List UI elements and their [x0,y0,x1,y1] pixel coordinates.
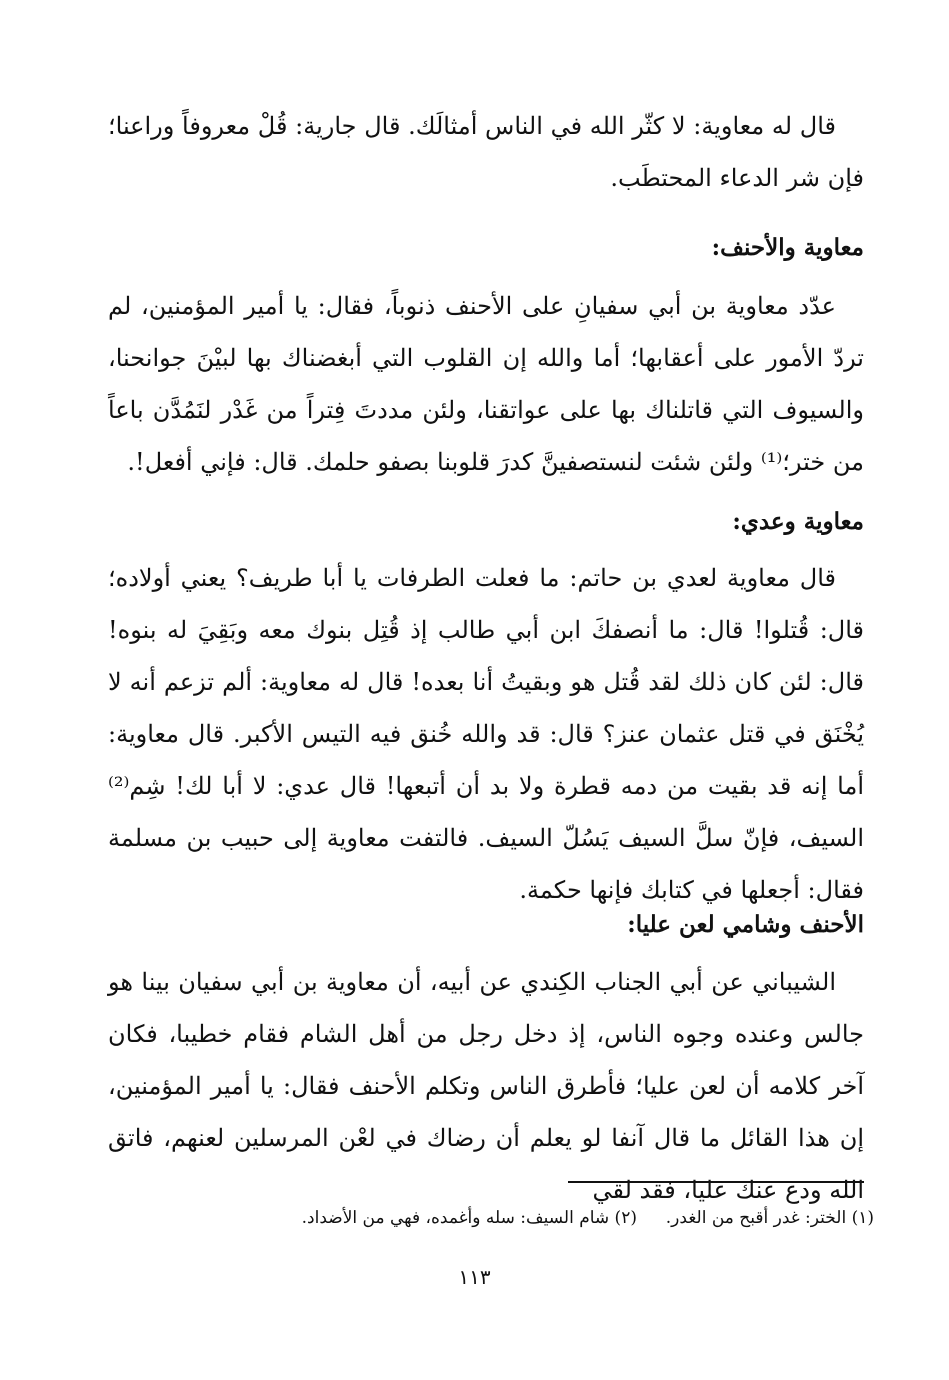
footnote-2: (٢) شام السيف: سله وأغمده، فهي من الأضداد. [301,1208,637,1228]
section-heading-muawiya-ahnaf: معاوية والأحنف: [711,234,864,261]
paragraph-text: الشيباني عن أبي الجناب الكِندي عن أبيه، أن معاوية بن أبي سفيان بينا هو جالس وعنده وجوه الناس، إذ دخل رجل من أهل الشام فقام خطيبا، فكان آخر كلامه أن لعن عليا؛ فأطرق الناس وتكلم الأحنف فقال: يا أمير المؤمنين، إن هذا القائل ما قال آنفا لو يعلم أن رضاك في لعْن المرسلين لعنهم، فاتق الله ودع عنك عليا، فقد لقي [108,968,865,1204]
page-number: ١١٣ [458,1265,491,1289]
footnotes [108,1204,874,1232]
section-heading-ahnaf-shami: الأحنف وشامي لعن عليا: [627,911,864,938]
footnote-divider [568,1181,864,1183]
footnote-1: (١) الختر: غدر أقبح من الغدر. [665,1208,874,1228]
paragraph-text: قال معاوية لعدي بن حاتم: ما فعلت الطرفات يا أبا طريف؟ يعني أولاده؛ قال: قُتلوا! قال: ما أنصفكَ ابن أبي طالب إذ قُتِل بنوك معه وبَقِيَ له بنوه! قال: لئن كان ذلك لقد قُتل هو وبقيتُ أنا بعده! قال له معاوية: ألم تزعم أنه لا يُخْنَق في قتل عثمان عنز؟ قال: قد والله خُنق فيه التيس الأكبر. قال معاوية: أما إنه قد بقيت من دمه قطرة ولا بد أن أتبعها! قال عدي: لا أبا لك! شِم⁽²⁾ السيف، فإنّ سلَّ السيف يَسُلّ السيف. فالتفت معاوية إلى حبيب بن مسلمة فقال: أجعلها في كتابك فإنها حكمة. [108,564,864,904]
paragraph-jariya [108,100,864,204]
paragraph-text: عدّد معاوية بن أبي سفيانِ على الأحنف ذنوباً، فقال: يا أمير المؤمنين، لم تردّ الأمور على أعقابها؛ أما والله إن القلوب التي أبغضناك بها لبيْنَ جوانحنا، والسيوف التي قاتلناك بها على عواتقنا، ولئن مددتَ فِتراً من غَدْر لنَمُدَّن باعاً من ختر؛⁽¹⁾ ولئن شئت لنستصفينَّ كدرَ قلوبنا بصفو حلمك. قال: فإني أفعل!. [108,292,864,476]
paragraph-shaybani [108,956,864,1216]
paragraph-adi [108,552,864,916]
paragraph-ahnaf [108,280,864,488]
paragraph-text: قال له معاوية: لا كثّر الله في الناس أمثالَك. قال جارية: قُلْ معروفاً وراعنا؛ فإن شر الدعاء المحتطَب. [108,112,864,192]
section-heading-muawiya-adi: معاوية وعدي: [732,508,864,535]
